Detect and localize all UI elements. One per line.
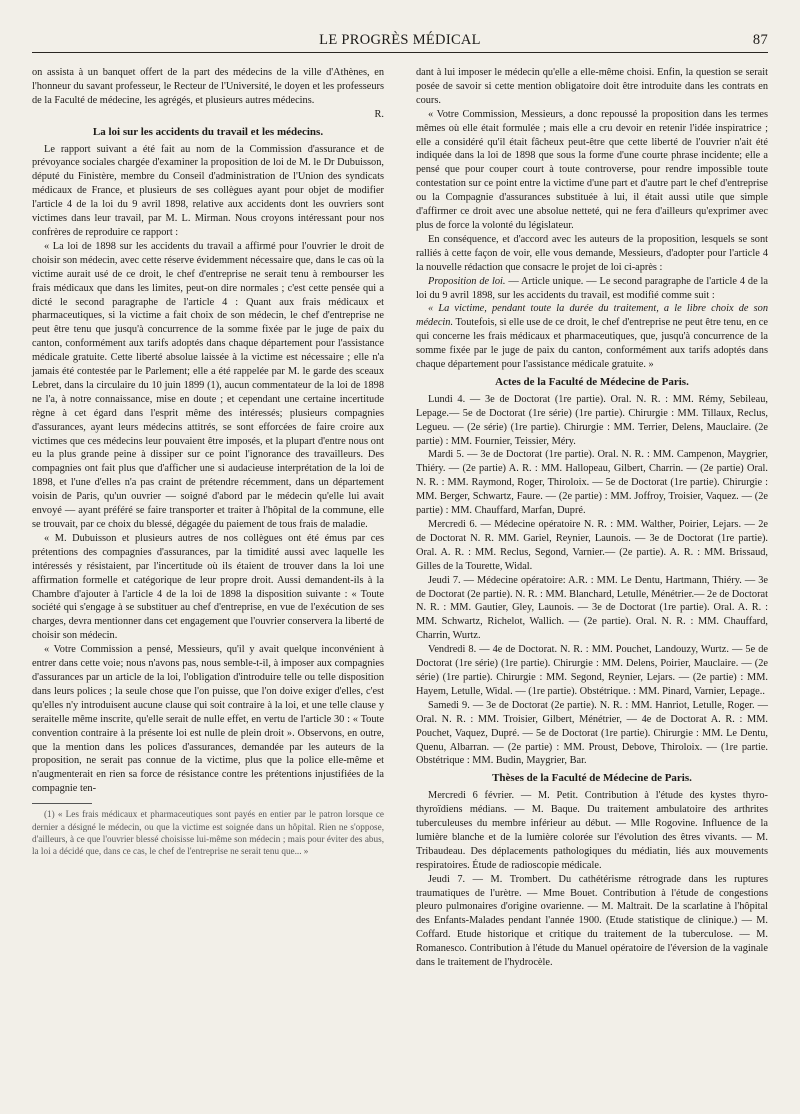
exam-entry-vendredi: Vendredi 8. — 4e de Doctorat. N. R. : MM. Pouchet, Landouzy, Wurtz. — 5e de Doctorat (1re série) (1re partie). Chirurgie : MM. Delens, Poirier, Mauclaire. — (2e série) (1re partie). Chirurgie : MM. Segond, Reynier, Lejars. — (2e partie) : MM. Hayem, Letulle, Widal. — (1re partie). Obstétrique. : MM. Pinard, Varnier, Lepage.. — [416, 644, 768, 697]
left-column — [32, 66, 384, 858]
exam-entry-jeudi: Jeudi 7. — Médecine opératoire: A.R. : MM. Le Dentu, Hartmann, Thiéry. — 3e de Doctorat (2e partie). N. R. : MM. Blanchard, Letulle, Ménétrier.— 2e de Doctorat N. R. : MM. Gautier, Gley, Launois. — 3e de Doctorat (1re partie). Oral. A. R. : MM. Schwartz, Richelot, Wallich. — (2e partie). Oral. N. R. : MM. Chauffard, Charrin, Wurtz. — [416, 574, 768, 642]
exam-entry-lundi: Lundi 4. — 3e de Doctorat (1re partie). Oral. N. R. : MM. Rémy, Sebileau, Lepage.— 5e de Doctorat (1re série) (1re partie). Chirurgie : MM. Tillaux, Reclus, Legueu. — (2e série) (1re partie). Chirurgie : MM. Terrier, Delens, Mauclaire. (2e partie) : MM. Fournier, Teissier, Méry. — [416, 393, 768, 447]
paragraph: Le rapport suivant a été fait au nom de la Commission d'assurance et de prévoyance sociales chargée d'examiner la proposition de loi de M. le Dr Dubuisson, député du Finistère, membre du Conseil d'administration de l'Union des syndicats médicaux de France, et plusieurs de ses collègues ayant pour objet de modifier l'article 4 de la loi du 9 avril 1898, relative aux accidents dont les ouvriers sont victimes dans leur travail, par M. L. Mirman. Nous croyons intéressant pour nos confrères de reproduire ce rapport : — [32, 143, 384, 238]
footnote-separator — [32, 803, 92, 804]
author-signature: R. — [374, 108, 384, 120]
journal-title: LE PROGRÈS MÉDICAL — [319, 32, 481, 48]
footnote-text: (1) « Les frais médicaux et pharmaceutiques sont payés en entier par le patron lorsque ce dernier a désigné le médecin, ou que la victime est soignée dans un hôpital. Rien ne s'oppose, d'ailleurs, à ce que l'ouvrier blessé choisisse lui-même son médecin ; mais pour éviter des abus, la loi a décidé que, dans ce cas, le chef de l'entreprise ne serait tenu que... » — [32, 809, 384, 857]
exam-entry-mercredi: Mercredi 6. — Médecine opératoire N. R. : MM. Walther, Poirier, Lejars. — 2e de Doctorat N. R. MM. Gariel, Reynier, Launois. — 3e de Doctorat (1re partie). Oral. A. R. : MM. Reclus, Segond, Varnier.— (2e partie). A. R. : MM. Brissaud, Gilles de la Tourette, Widal. — [416, 519, 768, 572]
paragraph: « Votre Commission, Messieurs, a donc repoussé la proposition dans les termes mêmes où elle était formulée ; mais elle a cru devoir en retenir l'idée inspiratrice ; elle a considéré qu'il était fâcheux peut-être que cette liberté de l'ouvrier n'ait été indiquée dans la loi de 1898 que sous la forme d'une courte phrase incidente; elle a pensé que pour couper court à toute controverse, pour rendre impossible toute contestation sur ce point entre la victime d'une part et d'autre part le chef d'entreprise ou la Compagnie d'assurances substituée à lui, il était aussi utile que simple d'affirmer ce droit avec une absolue netteté, qui ne fera d'ailleurs qu'exprimer avec plus de force la volonté du législateur. — [416, 108, 768, 231]
running-header — [32, 30, 768, 53]
exam-entry-mardi: Mardi 5. — 3e de Doctorat (1re partie). Oral. N. R. : MM. Campenon, Maygrier, Thiéry. — (2e partie) A. R. : MM. Hallopeau, Gilbert, Charrin. — (2e partie) Oral. N. R. : MM. Raymond, Roger, Thiroloix. — 5e de Doctorat (1re partie). Chirurgie : MM. Berger, Schwartz, Faure. — (2e partie) : MM. Joffroy, Troisier, Vaquez. — (2e partie) : MM. Chauffard, Marfan, Dupré. — [416, 449, 768, 517]
intro-paragraph: on assista à un banquet offert de la part des médecins de la ville d'Athènes, en l'honneur du savant professeur, le Recteur de l'Université, le doyen et les professeurs de la Faculté de médecine, les agrégés, et plusieurs autres médecins. — [32, 67, 384, 106]
paragraph: « Votre Commission a pensé, Messieurs, qu'il y avait quelque inconvénient à entrer dans cette voie; nous n'avons pas, nous semble-t-il, à imposer aux compagnies d'assurances par un article de la loi, l'obligation d'introduire telle ou telle disposition dans leurs polices ; la seule chose que l'on puisse, que l'on doive exiger d'elles, c'est qu'elles n'y introduisent aucune clause qui soit contraire à la loi, et une telle clause y seraitelle même inscrite, qu'elle serait de nulle effet, en vertu de l'article 30 : « Toute convention contraire à la présente loi est nulle de plein droit ». Observons, en outre, que la mention dans les polices d'assurances, demandée par les auteurs de la proposition, ne serait pas connue de la victime, plus que la police elle-même et n'augmenterait en rien sa force de résistance contre les prétentions injustifiées de la compagnie ten- — [32, 644, 384, 795]
article-lead: « La victime, pendant toute la durée du traitement, a le libre choix de son médecin. — [416, 303, 768, 329]
paragraph: « M. Dubuisson et plusieurs autres de nos collègues ont été émus par ces prétentions des compagnies d'assurances, par la timidité aussi avec laquelle les intéressés y résistaient, par l'incertitude où ils étaient de trouver dans la loi une affirmation formelle et catégorique de leur propre droit. Aussi demandent-ils à la Chambre d'ajouter à l'article 4 de la loi de 1898 la disposition suivante : « Toute société qui s'engage à se substituer au chef d'entreprise, en vue de l'exécution de ses charges, devra mentionner dans cet engagement que l'ouvrier conservera la liberté de choisir son médecin. — [32, 532, 384, 642]
right-column — [416, 66, 768, 970]
footnote — [32, 808, 384, 858]
exam-entry-samedi: Samedi 9. — 3e de Doctorat (2e partie). N. R. : MM. Hanriot, Letulle, Roger. — Oral. N. R. : MM. Troisier, Gilbert, Ménétrier, — 4e de Doctorat A. R. : MM. Pouchet, Vaquez, Dupré. — 5e de Doctorat (1re partie). Chirurgie : MM. Le Dentu, Quenu, Albarran. — (2e partie) : MM. Proust, Debove, Thiroloix. — (1re partie. Obstétrique : MM. Budin, Maygrier, Bar. — [416, 699, 768, 767]
thesis-entry-jeudi: Jeudi 7. — M. Trombert. Du cathétérisme rétrograde dans les ruptures traumatiques de l'urètre. — Mme Bouet. Contribution à l'étude de congestions pleuro pulmonaires d'origine ovarienne. — M. Maltrait. De la scarlatine à l'hôpital des Enfants-Malades pendant l'année 1900. (Etude statistique de clinique.) — M. Coffard. Etude historique et critique du traitement de la tuberculose. — M. Romanesco. Contribution à l'étude du Manuel opératoire de l'éversion de la vaginale dans le traitement de l'hydrocèle. — [416, 873, 768, 969]
proposition-text: — Article unique. — Le second paragraphe de l'article 4 de la loi du 9 avril 1898, sur les accidents du travail, est modifié comme suit : — [416, 275, 769, 301]
paragraph: « La loi de 1898 sur les accidents du travail a affirmé pour l'ouvrier le droit de choisir son médecin, avec cette réserve évidemment nécessaire que, dans le cas où la victime aurait usé de ce droit, le chef d'entreprise ne serait tenu à rembourser les frais médicaux que dans les limites, peut-on dire normales ; c'est cette pensée qui a dicté le second paragraphe de l'article 4 : Quant aux frais médicaux et pharmaceutiques, si la victime a fait choix de son médecin, le chef d'entreprise ne peut être tenu que jusqu'à concurrence de la somme fixée par le juge de paix du canton, conformément aux tarifs adoptés dans chaque département pour l'assistance médicale gratuite. Cette liberté absolue laissée à la victime est nécessaire ; elle n'a jamais été contestée par le Parlement; elle a été rappelée par M. le garde des sceaux Lebret, dans la circulaire du 10 juin 1899 (1), aucun commentateur de la loi de 1898 ne l'a, à notre connaissance, mise en doute ; et cependant une certaine incertitude règne à cet égard dans l'esprit même des intéressés; plusieurs compagnies d'assurances, ayant leurs médecins attitrés, se sont efforcées de faire croire aux victimes que ces médecins leur pouvaient être imposés, et la plupart d'entre nous ont eu la plus grande peine à dissiper sur ce point l'ignorance des travailleurs. Des compagnies ont fait plus que d'afficher une si audacieuse interprétation de la loi de 1898, et l'une d'elles n'a pas craint de prétendre récemment, dans un département voisin de Paris, qu'un ouvrier — soigné d'abord par le médecin qu'elle lui avait envoyé — ayant préféré se faire transporter et traiter à l'hôpital de la commune, elle se trouvait, par ce choix du blessé, dégagée du paiement de tous frais de maladie. — [32, 240, 384, 530]
proposition-lead: Proposition de loi. — [428, 275, 506, 287]
thesis-entry-mercredi: Mercredi 6 février. — M. Petit. Contribution à l'étude des kystes thyro-thyroïdiens médians. — M. Baque. Du traitement ambulatoire des arthrites tuberculeuses du membre inférieur au début. — Mlle Rogovine. Influence de la lumière blanche et de la lumière colorée sur l'évolution des êtres vivants. — M. Tribaudeau. Des déplacements pathologiques du médiatin, liés aux mouvements respiratoires. Étude de radioscopie médicale. — [416, 790, 768, 871]
section-title-loi: La loi sur les accidents du travail et les médecins. — [92, 125, 324, 138]
section-title-theses: Thèses de la Faculté de Médecine de Paris. — [492, 772, 692, 785]
paragraph: dant à lui imposer le médecin qu'elle a elle-même choisi. Enfin, la question se serait posée de savoir si cette mention obligatoire doit être introduite dans les contrats en cours. — [416, 67, 768, 106]
article-paragraph — [416, 302, 768, 372]
paragraph: En conséquence, et d'accord avec les auteurs de la proposition, lesquels se sont ralliés à cette façon de voir, elle vous demande, Messieurs, d'adopter pour l'article 4 la nouvelle rédaction que consacre le projet de loi ci-après : — [416, 233, 768, 273]
proposition-paragraph — [416, 275, 768, 303]
page-number: 87 — [752, 32, 768, 48]
article-text: Toutefois, si elle use de ce droit, le chef d'entreprise ne peut être tenu, en ce qui concerne les frais médicaux et pharmaceutiques, que, jusqu'à concurrence de la somme fixée par le juge de paix du canton, conformément aux tarifs adoptés dans chaque département pour l'assistance médicale gratuite. » — [416, 317, 768, 371]
section-title-actes: Actes de la Faculté de Médecine de Paris. — [495, 375, 689, 388]
